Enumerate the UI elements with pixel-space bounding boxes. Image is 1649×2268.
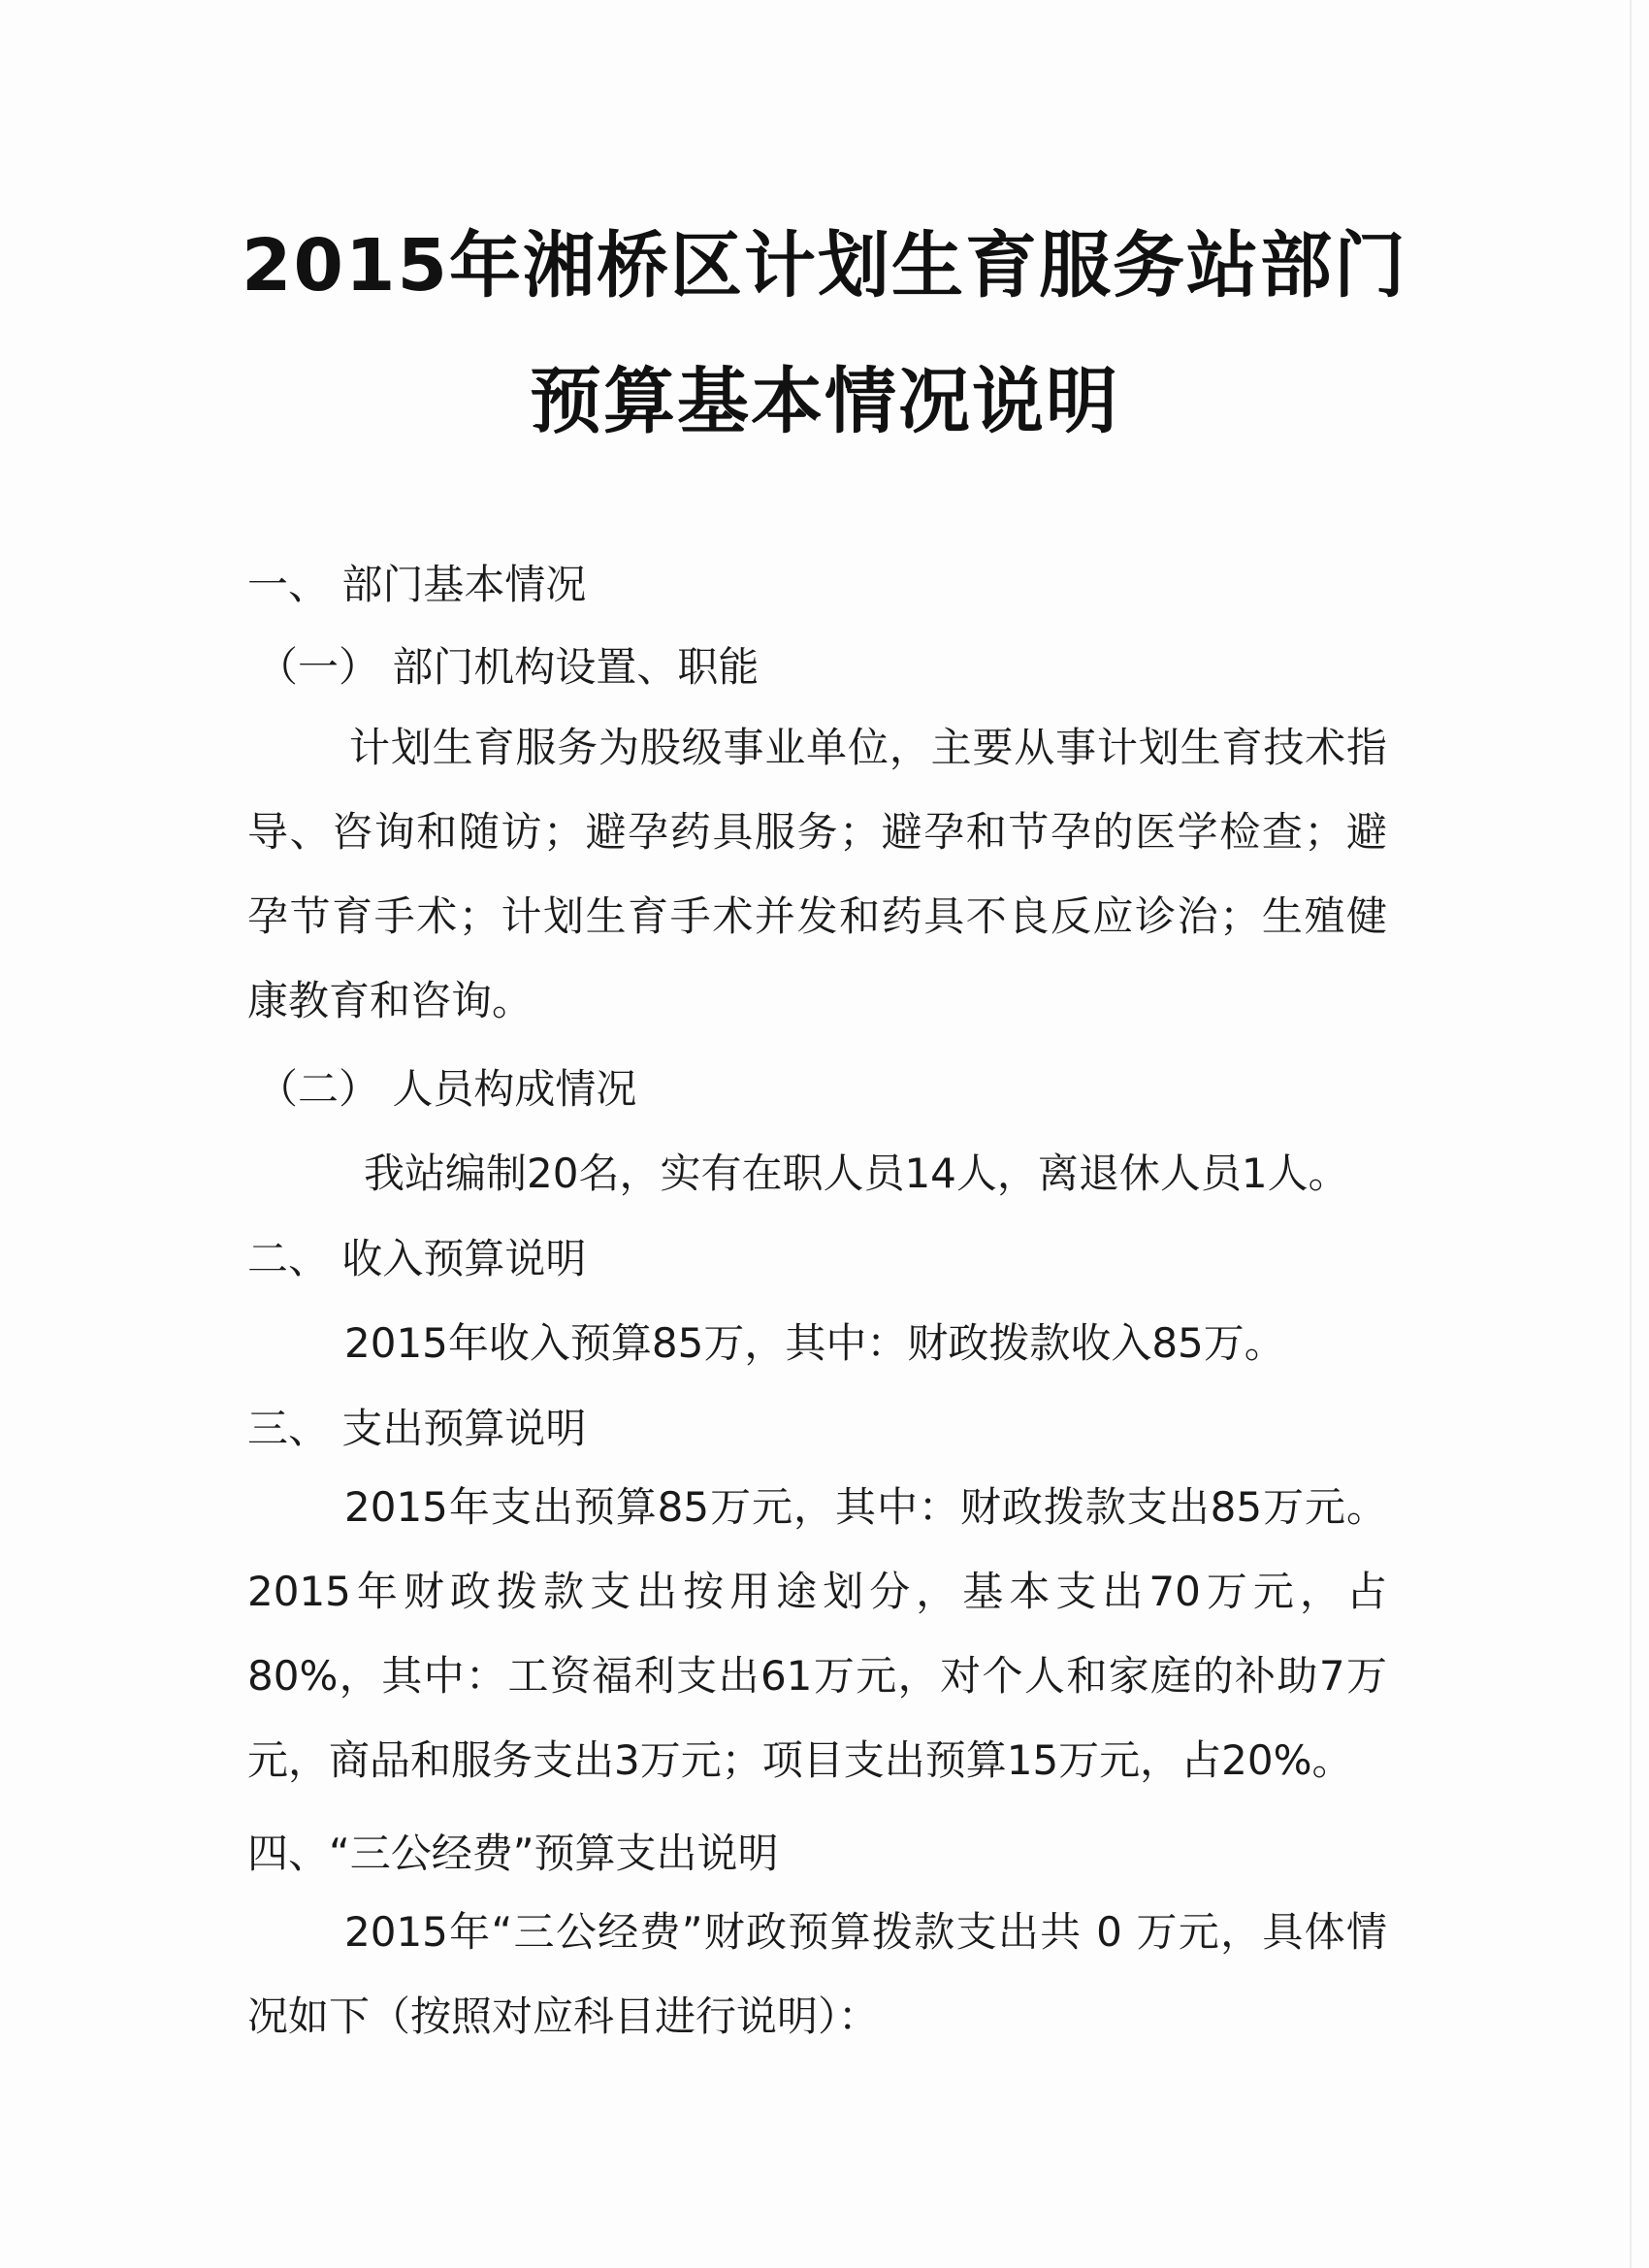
section-3-body: 2015年支出预算85万元，其中：财政拨款支出85万元。2015年财政拨款支出按用途划分，基本支出70万元，占80%，其中：工资福利支出61万元，对个人和家庭的补助7万元，商品和服务支出3万元；项目支出预算15万元，占20%。 xyxy=(247,1483,1387,1784)
section-2-body: 2015年收入预算85万，其中：财政拨款收入85万。 xyxy=(344,1319,1285,1367)
section-1-sub-2-body: 我站编制20名，实有在职人员14人，离退休人员1人。 xyxy=(364,1150,1349,1197)
section-1-heading: 一、 部门基本情况 xyxy=(247,561,587,608)
section-2-heading: 二、 收入预算说明 xyxy=(247,1235,587,1282)
section-4-body: 2015年“三公经费”财政预算拨款支出共 0 万元，具体情况如下（按照对应科目进行说明）： xyxy=(247,1908,1387,2040)
section-3-heading: 三、 支出预算说明 xyxy=(247,1405,587,1452)
section-1-sub-2-heading: （二） 人员构成情况 xyxy=(257,1065,637,1113)
section-1-sub-1-heading: （一） 部门机构设置、职能 xyxy=(257,643,760,691)
document-title-line-1: 2015年湘桥区计划生育服务站部门 xyxy=(242,224,1407,308)
document-title-line-2: 预算基本情况说明 xyxy=(530,360,1119,443)
scan-edge-line xyxy=(1630,0,1632,2268)
section-4-heading: 四、“三公经费”预算支出说明 xyxy=(247,1830,779,1877)
section-1-sub-1-body: 计划生育服务为股级事业单位，主要从事计划生育技术指导、咨询和随访；避孕药具服务；避孕和节孕的医学检查；避孕节育手术；计划生育手术并发和药具不良反应诊治；生殖健康教育和咨询。 xyxy=(247,724,1387,1024)
